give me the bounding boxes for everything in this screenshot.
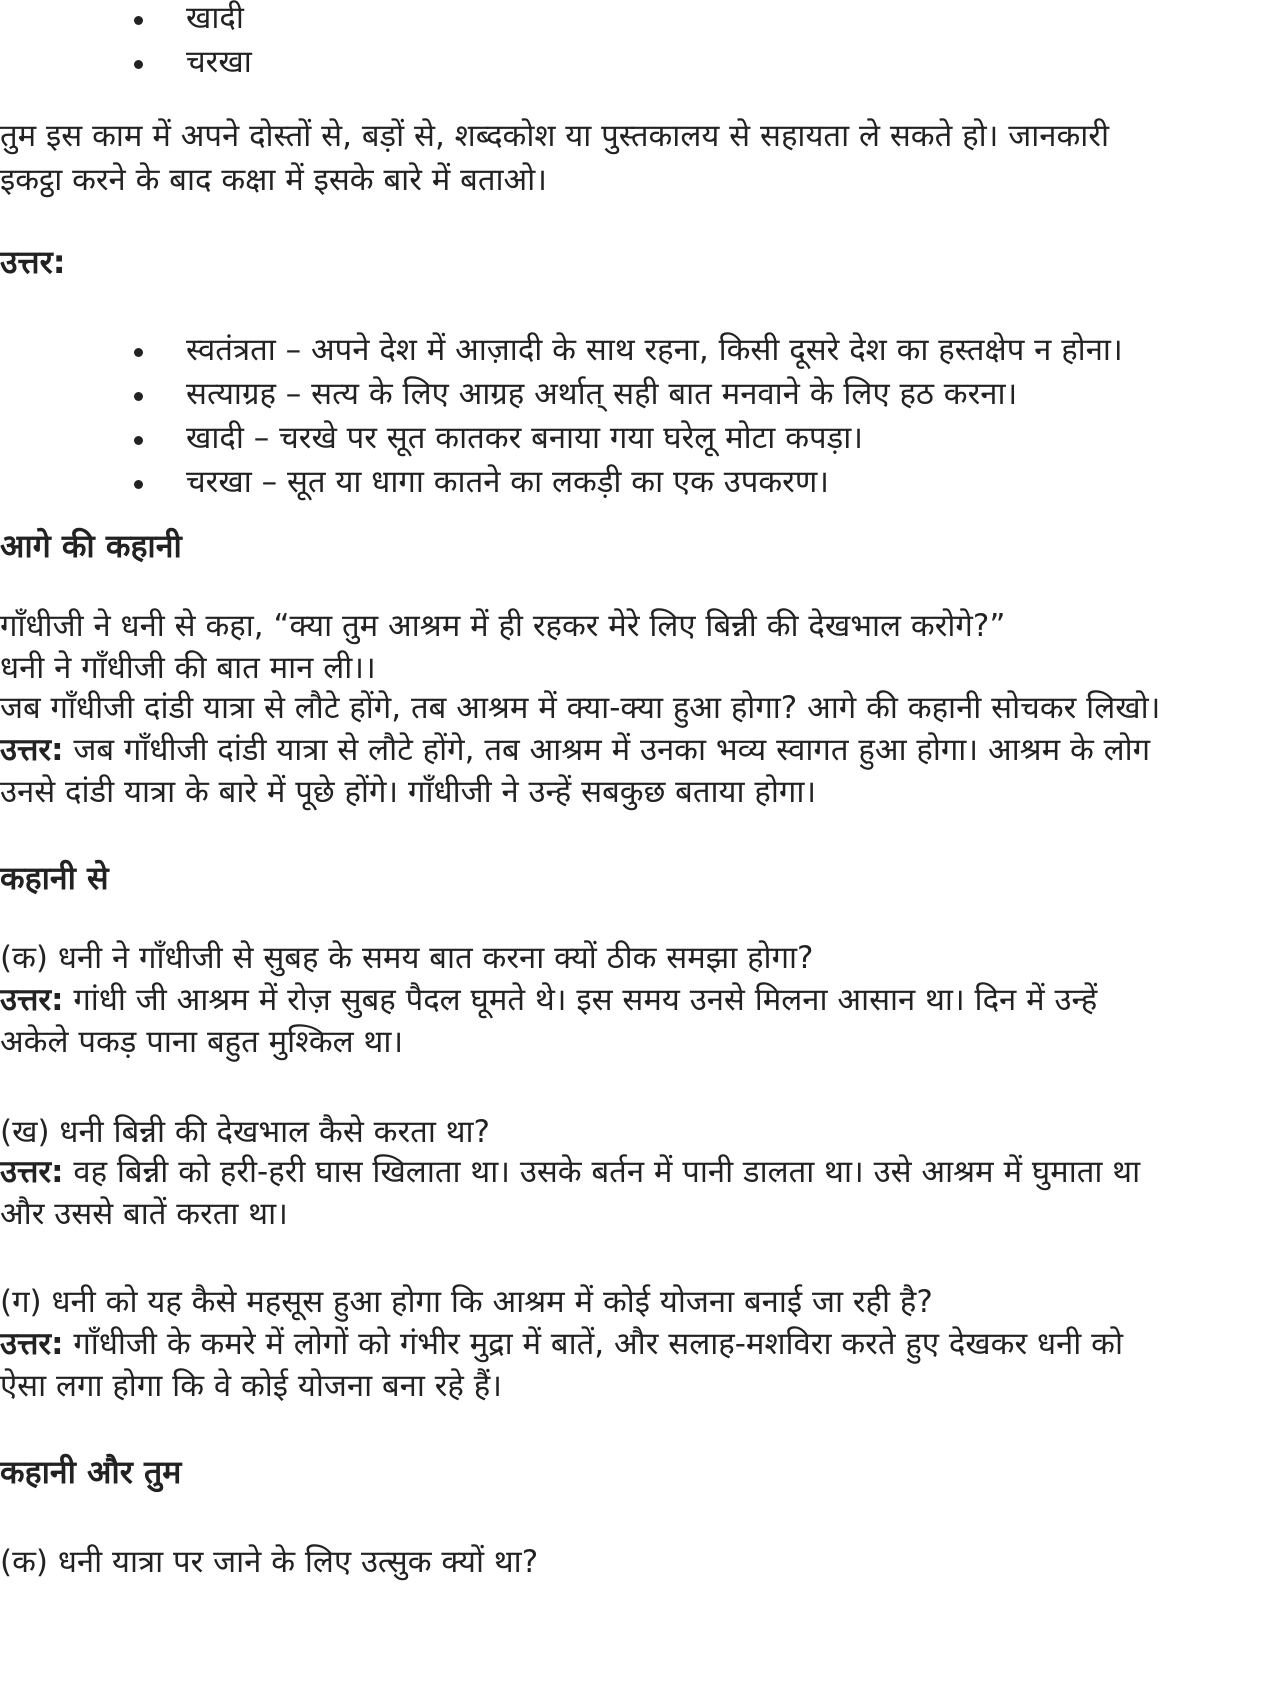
answer-text: गांधी जी आश्रम में रोज़ सुबह पैदल घूमते थे। इस समय उनसे मिलना आसान था। दिन में उन्हें <box>63 982 1098 1018</box>
list-item: चरखा <box>0 40 252 84</box>
answer-label: उत्तर: <box>0 1326 64 1362</box>
heading-aage-ki-kahani: आगे की कहानी <box>0 527 182 565</box>
answer-text: जब गाँधीजी दांडी यात्रा से लौटे होंगे, तब आश्रम में उनका भव्य स्वागत हुआ होगा। आश्रम के लोग <box>63 732 1151 768</box>
question-kha: (ख) धनी बिन्नी की देखभाल कैसे करता था? <box>0 1114 490 1150</box>
intro-line-2: इकट्ठा करने के बाद कक्षा में इसके बारे में बताओ। <box>0 162 547 198</box>
question-ga: (ग) धनी को यह कैसे महसूस हुआ होगा कि आश्रम में कोई योजना बनाई जा रही है? <box>0 1284 933 1320</box>
answer-ka-line-2: अकेले पकड़ पाना बहुत मुश्किल था। <box>0 1024 404 1060</box>
answer-bullet-list <box>0 328 1123 504</box>
question-ka: (क) धनी ने गाँधीजी से सुबह के समय बात करना क्यों ठीक समझा होगा? <box>0 940 814 976</box>
list-item: चरखा – सूत या धागा कातने का लकड़ी का एक उपकरण। <box>0 460 1123 504</box>
heading-kahani-aur-tum: कहानी और तुम <box>0 1453 182 1491</box>
aage-line-1: गाँधीजी ने धनी से कहा, “क्या तुम आश्रम में ही रहकर मेरे लिए बिन्नी की देखभाल करोगे?” <box>0 608 1006 644</box>
list-item: स्वतंत्रता – अपने देश में आज़ादी के साथ रहना, किसी दूसरे देश का हस्तक्षेप न होना। <box>0 328 1123 372</box>
answer-text: वह बिन्नी को हरी-हरी घास खिलाता था। उसके बर्तन में पानी डालता था। उसे आश्रम में घुमाता था <box>63 1154 1141 1190</box>
answer-label: उत्तर: <box>0 982 64 1018</box>
top-bullet-list <box>0 0 252 84</box>
answer-label: उत्तर: <box>0 1154 64 1190</box>
answer-kha-line-2: और उससे बातें करता था। <box>0 1196 288 1232</box>
aage-answer-line-1 <box>0 728 1150 772</box>
answer-kha-line-1 <box>0 1150 1140 1194</box>
aage-question: जब गाँधीजी दांडी यात्रा से लौटे होंगे, तब आश्रम में क्या-क्या हुआ होगा? आगे की कहानी सोचकर लिखो। <box>0 690 1161 726</box>
list-item: सत्याग्रह – सत्य के लिए आग्रह अर्थात् सही बात मनवाने के लिए हठ करना। <box>0 372 1123 416</box>
answer-ga-line-2: ऐसा लगा होगा कि वे कोई योजना बना रहे हैं। <box>0 1368 502 1404</box>
list-item: खादी <box>0 0 252 40</box>
answer-ka-line-1 <box>0 978 1097 1022</box>
answer-label: उत्तर: <box>0 243 66 281</box>
question-ka-2: (क) धनी यात्रा पर जाने के लिए उत्सुक क्यों था? <box>0 1544 539 1580</box>
answer-text: गाँधीजी के कमरे में लोगों को गंभीर मुद्रा में बातें, और सलाह-मशविरा करते हुए देखकर धनी को <box>63 1326 1123 1362</box>
aage-answer-line-2: उनसे दांडी यात्रा के बारे में पूछे होंगे। गाँधीजी ने उन्हें सबकुछ बताया होगा। <box>0 774 817 810</box>
intro-line-1: तुम इस काम में अपने दोस्तों से, बड़ों से, शब्दकोश या पुस्तकालय से सहायता ले सकते हो। जानकारी <box>0 118 1110 154</box>
heading-kahani-se: कहानी से <box>0 859 109 897</box>
aage-line-2: धनी ने गाँधीजी की बात मान ली।। <box>0 650 376 686</box>
answer-ga-line-1 <box>0 1322 1123 1366</box>
answer-label: उत्तर: <box>0 732 64 768</box>
list-item: खादी – चरखे पर सूत कातकर बनाया गया घरेलू मोटा कपड़ा। <box>0 416 1123 460</box>
